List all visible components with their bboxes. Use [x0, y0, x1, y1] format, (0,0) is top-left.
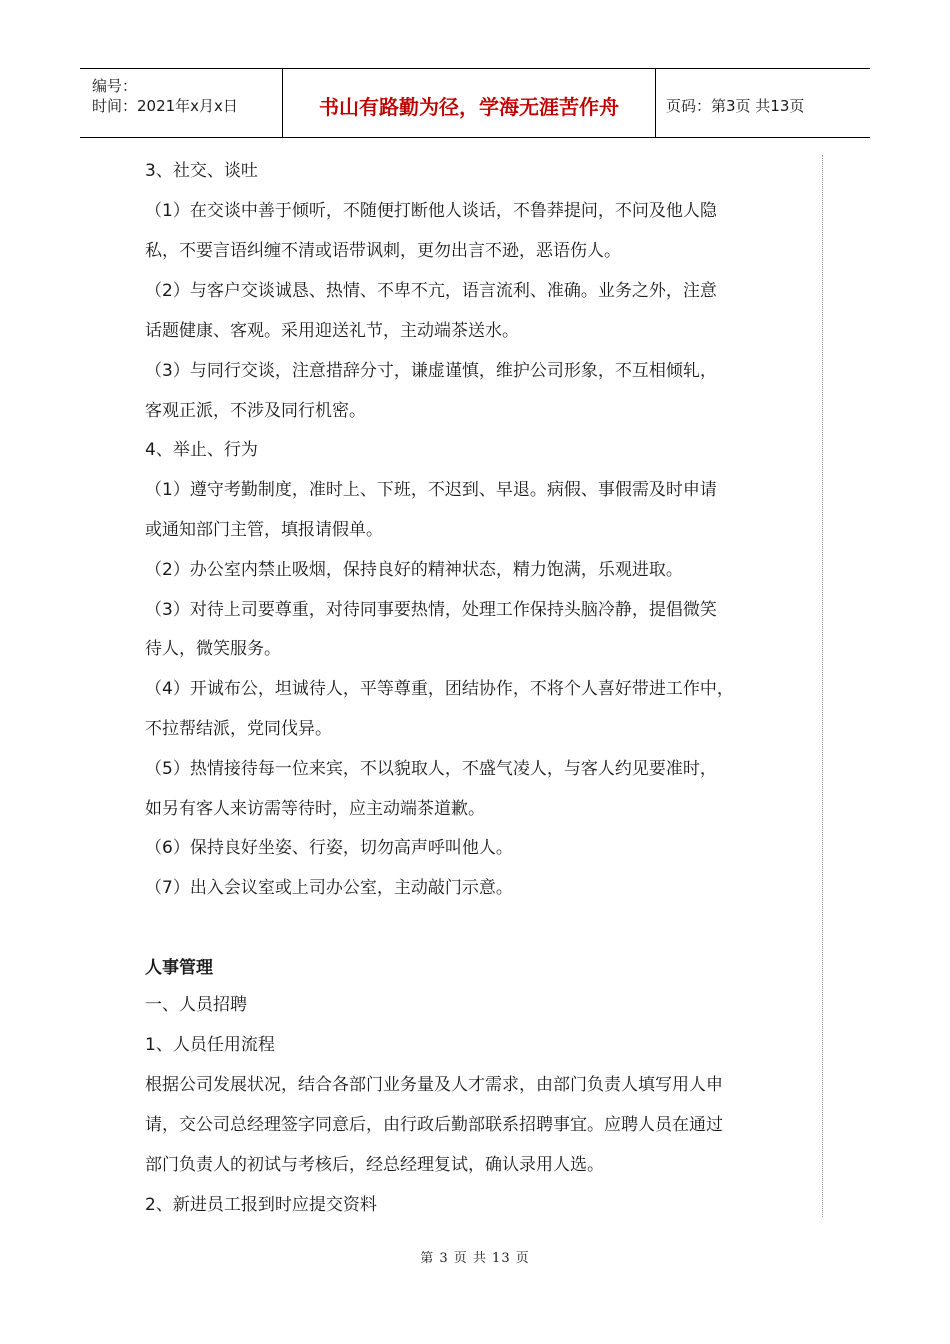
header-motto: 书山有路勤为径，学海无涯苦作舟 [319, 95, 619, 119]
paragraph-line: 话题健康、客观。采用迎送礼节，主动端茶送水。 [145, 321, 519, 341]
paragraph-line: 客观正派，不涉及同行机密。 [145, 401, 366, 421]
paragraph-line: （5）热情接待每一位来宾，不以貌取人，不盛气凌人，与客人约见要准时， [145, 759, 717, 779]
page-footer: 第 3 页 共 13 页 [420, 1251, 530, 1266]
paragraph-line: 不拉帮结派，党同伐异。 [145, 719, 332, 739]
paragraph-line: （3）与同行交谈，注意措辞分寸，谦虚谨慎，维护公司形象，不互相倾轧， [145, 361, 717, 381]
paragraph-line: 待人，微笑服务。 [145, 639, 281, 659]
section-heading: 2、新进员工报到时应提交资料 [145, 1195, 377, 1215]
chapter-title: 人事管理 [145, 958, 213, 978]
section-heading: 3、社交、谈吐 [145, 161, 258, 181]
paragraph-line: 部门负责人的初试与考核后，经总经理复试，确认录用人选。 [145, 1155, 604, 1175]
paragraph-line: 如另有客人来访需等待时，应主动端茶道歉。 [145, 799, 485, 819]
paragraph-line: （1）在交谈中善于倾听，不随便打断他人谈话，不鲁莽提问，不问及他人隐 [145, 201, 717, 221]
paragraph-line: （1）遵守考勤制度，准时上、下班，不迟到、早退。病假、事假需及时申请 [145, 480, 717, 500]
section-heading: 一、人员招聘 [145, 995, 247, 1015]
paragraph-line: 私，不要言语纠缠不清或语带讽刺，更勿出言不逊，恶语伤人。 [145, 241, 621, 261]
paragraph-line: （6）保持良好坐姿、行姿，切勿高声呼叫他人。 [145, 838, 513, 858]
paragraph-line: （4）开诚布公，坦诚待人，平等尊重，团结协作，不将个人喜好带进工作中， [145, 679, 734, 699]
document-number-label: 编号： [92, 77, 138, 95]
document-date-label: 时间：2021年x月x日 [92, 97, 238, 115]
section-heading: 4、举止、行为 [145, 440, 258, 460]
paragraph-line: 请，交公司总经理签字同意后，由行政后勤部联系招聘事宜。应聘人员在通过 [145, 1115, 723, 1135]
header-page-info: 页码：第3页 共13页 [666, 97, 805, 115]
paragraph-line: （2）办公室内禁止吸烟，保持良好的精神状态，精力饱满，乐观进取。 [145, 560, 683, 580]
paragraph-line: 或通知部门主管，填报请假单。 [145, 520, 383, 540]
paragraph-line: （2）与客户交谈诚恳、热情、不卑不亢，语言流利、准确。业务之外，注意 [145, 281, 717, 301]
paragraph-line: （7）出入会议室或上司办公室，主动敲门示意。 [145, 878, 513, 898]
paragraph-line: 根据公司发展状况，结合各部门业务量及人才需求，由部门负责人填写用人申 [145, 1075, 723, 1095]
section-heading: 1、人员任用流程 [145, 1035, 275, 1055]
paragraph-line: （3）对待上司要尊重，对待同事要热情，处理工作保持头脑冷静，提倡微笑 [145, 600, 717, 620]
